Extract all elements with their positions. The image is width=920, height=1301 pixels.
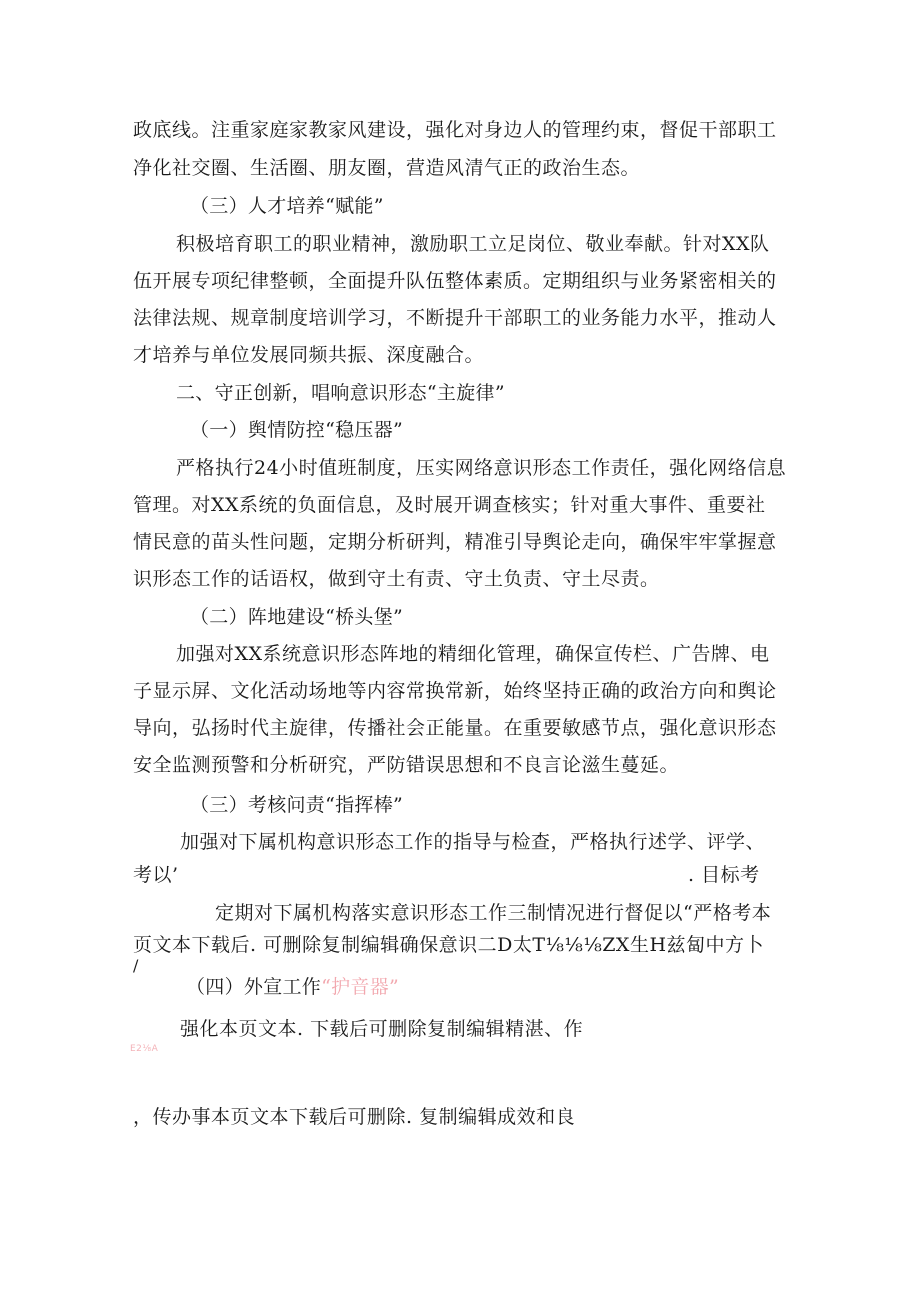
paragraph-line: 法律法规、规章制度培训学习，不断提升干部职工的业务能力水平，推动人 [133, 307, 777, 329]
section-heading [186, 974, 399, 1000]
section-heading-text: （四）外宣工作 [186, 976, 322, 998]
paragraph-line: 强化本页文本. 下载后可删除复制编辑精湛、作 [180, 1018, 584, 1040]
paragraph-line: 子显示屏、文化活动场地等内容常换常新，始终坚持正确的政治方向和舆论 [133, 680, 777, 702]
section-heading: （三）考核问责“指挥棒” [190, 794, 404, 816]
paragraph-line: 积极培育职工的职业精神，激励职工立足岗位、敬业奉献。针对XX队 [176, 233, 770, 255]
paragraph-fragment: 考以’ [133, 864, 179, 886]
paragraph-line: 净化社交圈、生活圈、朋友圈，营造风清气正的政治生态。 [133, 157, 641, 179]
paragraph-line: 情民意的苗头性问题，定期分析研判，精准引导舆论走向，确保牢牢掌握意 [133, 531, 777, 553]
paragraph-line: ，传办事本页文本下载后可删除. 复制编辑成效和良 [133, 1106, 576, 1128]
paragraph-line: 加强对下属机构意识形态工作的指导与检查，严格执行述学、评学、 [180, 831, 766, 853]
chapter-heading: 二、守正创新，唱响意识形态“主旋律” [176, 382, 505, 404]
paragraph-line: 管理。对XX系统的负面信息，及时展开调查核实；针对重大事件、重要社 [133, 494, 766, 516]
paragraph-line: 严格执行24小时值班制度，压实网络意识形态工作责任，强化网络信息 [176, 457, 787, 479]
paragraph-line: 才培养与单位发展同频共振、深度融合。 [133, 344, 485, 366]
section-heading: （一）舆情防控“稳压器” [190, 419, 404, 441]
paragraph-line: 安全监测预警和分析研究，严防错误思想和不良言论滋生蔓延。 [133, 754, 680, 776]
faded-heading-quote: “护音器” [321, 976, 400, 998]
paragraph-fragment: . 目标考 [688, 864, 760, 886]
stray-mark: / [133, 956, 139, 975]
paragraph-line: 定期对下属机构落实意识形态工作三制情况进行督促以“严格考本 [215, 902, 772, 924]
section-heading: （三）人才培养“赋能” [190, 195, 384, 217]
paragraph-line: 识形态工作的话语权，做到守土有责、守土负责、守土尽责。 [133, 568, 660, 590]
paragraph-line: 导向，弘扬时代主旋律，传播社会正能量。在重要敏感节点，强化意识形态 [133, 717, 777, 739]
paragraph-line: 页文本下载后. 可删除复制编辑确保意识二D太T⅛⅛⅛ZX生H兹匐中方卜 [133, 934, 765, 956]
paragraph-line: 政底线。注重家庭家教家风建设，强化对身边人的管理约束，督促干部职工 [133, 119, 777, 141]
section-heading: （二）阵地建设“桥头堡” [190, 606, 404, 628]
faded-mark: E2⅛A [130, 1044, 159, 1054]
paragraph-line: 伍开展专项纪律整顿，全面提升队伍整体素质。定期组织与业务紧密相关的 [133, 270, 777, 292]
paragraph-line: 加强对XX系统意识形态阵地的精细化管理，确保宣传栏、广告牌、电 [176, 643, 770, 665]
